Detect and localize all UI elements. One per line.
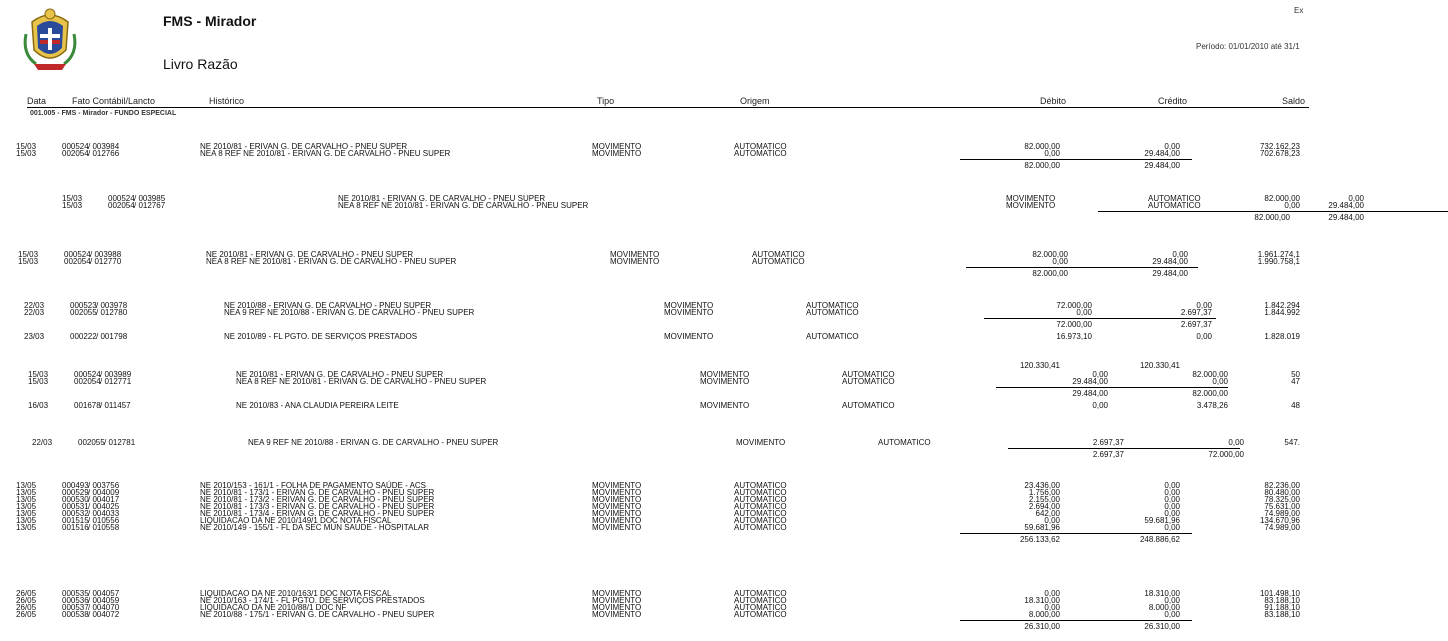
cell-debito: 0,00 [1052,257,1068,266]
subtotal-credito: 248.886,62 [1139,535,1180,544]
cell-credito: 0,00 [1164,610,1180,619]
report-title: Livro Razão [163,56,238,72]
cell-data: 15/03 [62,194,83,203]
cell-fato: 000493 [62,481,89,490]
cell-fato: 000538 [62,610,89,619]
cell-tipo: MOVIMENTO [592,596,642,605]
cell-tipo: MOVIMENTO [592,142,642,151]
cell-credito: 59.681,96 [1144,516,1180,525]
cell-data: 13/05 [16,495,37,504]
cell-data: 15/03 [16,142,37,151]
cell-tipo: MOVIMENTO [664,332,714,341]
cell-credito: 0,00 [1164,481,1180,490]
cell-hist: NEA 8 REF NE 2010/81 - ERIVAN G. DE CARVALHO - PNEU SUPER [206,257,457,266]
pre-total-credito: 120.330,41 [1139,361,1180,370]
cell-hist: NE 2010/81 - 173/2 - ERIVAN G. DE CARVALHO - PNEU SUPER [200,495,435,504]
subtotal-debito: 2.697,37 [1092,450,1124,459]
cell-saldo: 134.670,96 [1259,516,1300,525]
cell-credito: 0,00 [1196,332,1212,341]
cell-fato: 002055 [70,308,97,317]
cell-saldo: 732.162,23 [1259,142,1300,151]
cell-lancto: / 003985 [134,194,166,203]
cell-credito: 0,00 [1196,301,1212,310]
cell-data: 15/03 [18,257,39,266]
cell-debito: 2.697,37 [1092,438,1124,447]
cell-tipo: MOVIMENTO [700,377,750,386]
cell-hist: NE 2010/81 - ERIVAN G. DE CARVALHO - PNEU SUPER [338,194,546,203]
col-tipo: Tipo [597,96,615,106]
subtotal-line [1008,448,1240,449]
subtotal-credito: 72.000,00 [1208,450,1244,459]
subtotal-debito: 72.000,00 [1056,320,1092,329]
cell-debito: 0,00 [1044,589,1060,598]
cell-data: 26/05 [16,610,37,619]
cell-data: 23/03 [24,332,45,341]
subtotal-line [996,387,1228,388]
cell-origem: AUTOMATICO [734,589,787,598]
cell-debito: 23.436,00 [1024,481,1060,490]
cell-tipo: MOVIMENTO [592,495,642,504]
col-origem: Origem [740,96,770,106]
cell-data: 13/05 [16,516,37,525]
cell-fato: 001515 [62,516,89,525]
cell-tipo: MOVIMENTO [736,438,786,447]
cell-credito: 0,00 [1164,523,1180,532]
table-row [0,438,1309,447]
cell-saldo: 1.828.019 [1264,332,1300,341]
cell-origem: AUTOMATICO [734,523,787,532]
subtotal-debito: 256.133,62 [1019,535,1060,544]
cell-debito: 0,00 [1044,149,1060,158]
col-debito: Débito [1040,96,1067,106]
cell-debito: 18.310,00 [1024,596,1060,605]
cell-tipo: MOVIMENTO [592,149,642,158]
cell-saldo: 702.678,23 [1259,149,1300,158]
table-row [0,149,1309,158]
cell-lancto: / 003988 [90,250,122,259]
cell-saldo: 74.989,00 [1264,523,1300,532]
cell-debito: 1.756,00 [1028,488,1060,497]
cell-origem: AUTOMATICO [752,257,805,266]
cell-hist: LIQUIDACAO DA NE 2010/88/1 DOC NF [200,603,347,612]
cell-debito: 0,00 [1092,401,1108,410]
cell-credito: 8.000,00 [1148,603,1180,612]
cell-credito: 82.000,00 [1192,370,1228,379]
cell-origem: AUTOMATICO [842,377,895,386]
cell-fato: 002054 [64,257,91,266]
col-fato: Fato Contábil/Lancto [72,96,156,106]
cell-lancto: / 012770 [90,257,122,266]
cell-fato: 000524 [64,250,91,259]
cell-lancto: / 012781 [104,438,136,447]
account-label: 001.005 - FMS - Mirador - FUNDO ESPECIAL [30,110,177,117]
subtotal-debito: 26.310,00 [1024,622,1060,631]
cell-hist: NE 2010/163 - 174/1 - FL PGTO. DE SERVIÇOS PRESTADOS [200,596,425,605]
cell-credito: 29.484,00 [1144,149,1180,158]
cell-data: 15/03 [18,250,39,259]
cell-origem: AUTOMATICO [878,438,931,447]
cell-debito: 2.694,00 [1028,502,1060,511]
cell-lancto: / 004025 [88,502,120,511]
cell-origem: AUTOMATICO [734,509,787,518]
table-row [0,257,1309,266]
subtotal-credito: 29.484,00 [1152,269,1188,278]
cell-debito: 0,00 [1044,516,1060,525]
cell-origem: AUTOMATICO [734,516,787,525]
cell-fato: 000524 [62,142,89,151]
cell-saldo: 1.990.758,1 [1257,257,1300,266]
org-title: FMS - Mirador [163,13,257,29]
cell-hist: NEA 9 REF NE 2010/88 - ERIVAN G. DE CARVALHO - PNEU SUPER [248,438,499,447]
cell-credito: 0,00 [1212,377,1228,386]
cell-credito: 3.478,26 [1196,401,1228,410]
cell-lancto: / 010558 [88,523,120,532]
cell-tipo: MOVIMENTO [592,488,642,497]
cell-debito: 29.484,00 [1072,377,1108,386]
cell-tipo: MOVIMENTO [700,370,750,379]
cell-credito: 29.484,00 [1152,257,1188,266]
cell-debito: 82.000,00 [1024,142,1060,151]
cell-lancto: / 012771 [100,377,132,386]
cell-fato: 000523 [70,301,97,310]
cell-credito: 0,00 [1348,194,1364,203]
cell-hist: NE 2010/149 - 155/1 - FL DA SEC MUN SAUDE - HOSPITALAR [200,523,429,532]
cell-lancto: / 004033 [88,509,120,518]
cell-hist: NE 2010/81 - ERIVAN G. DE CARVALHO - PNEU SUPER [236,370,444,379]
cell-data: 16/03 [28,401,49,410]
cell-saldo: 101.498,10 [1259,589,1300,598]
cell-origem: AUTOMATICO [734,610,787,619]
cell-hist: NE 2010/81 - ERIVAN G. DE CARVALHO - PNEU SUPER [206,250,414,259]
cell-lancto: / 010556 [88,516,120,525]
subtotal-line [966,267,1198,268]
cell-origem: AUTOMATICO [734,603,787,612]
cell-fato: 000536 [62,596,89,605]
cell-hist: NE 2010/81 - 173/3 - ERIVAN G. DE CARVALHO - PNEU SUPER [200,502,435,511]
cell-saldo: 48 [1291,401,1300,410]
cell-debito: 16.973,10 [1056,332,1092,341]
cell-saldo: 47 [1291,377,1300,386]
cell-lancto: / 001798 [96,332,128,341]
cell-data: 22/03 [24,301,45,310]
table-row [0,377,1309,386]
subtotal-saldo: 82.000,00 [1254,213,1290,222]
subtotal-line [984,318,1216,319]
cell-credito: 0,00 [1164,495,1180,504]
cell-lancto: / 003978 [96,301,128,310]
cell-saldo: 74.989,00 [1264,509,1300,518]
subtotal-line [960,620,1192,621]
cell-credito: 18.310,00 [1144,589,1180,598]
cell-fato: 002054 [62,149,89,158]
cell-tipo: MOVIMENTO [610,257,660,266]
cell-debito: 0,00 [1044,603,1060,612]
subtotal-credito: 29.484,00 [1328,213,1364,222]
cell-data: 13/05 [16,509,37,518]
cell-tipo: MOVIMENTO [610,250,660,259]
cell-debito: 0,00 [1092,370,1108,379]
cell-tipo: MOVIMENTO [1006,201,1056,210]
cell-origem: AUTOMATICO [734,142,787,151]
cell-fato: 001678 [74,401,101,410]
cell-saldo: 80.480,00 [1264,488,1300,497]
subtotal-credito: 2.697,37 [1180,320,1212,329]
cell-lancto: / 012780 [96,308,128,317]
cell-origem: AUTOMATICO [1148,194,1201,203]
cell-tipo: MOVIMENTO [592,481,642,490]
table-row [0,201,1364,210]
cell-fato: 000537 [62,603,89,612]
cell-fato: 000222 [70,332,97,341]
cell-tipo: MOVIMENTO [592,516,642,525]
cell-credito: 0,00 [1164,488,1180,497]
cell-origem: AUTOMATICO [734,596,787,605]
cell-saldo: 1.844.992 [1264,308,1300,317]
cell-hist: NEA 8 REF NE 2010/81 - ERIVAN G. DE CARVALHO - PNEU SUPER [200,149,451,158]
subtotal-line [960,533,1192,534]
cell-credito: 29.484,00 [1328,201,1364,210]
cell-credito: 0,00 [1164,502,1180,511]
cell-fato: 001516 [62,523,89,532]
cell-hist: NEA 8 REF NE 2010/81 - ERIVAN G. DE CARVALHO - PNEU SUPER [338,201,589,210]
cell-hist: NE 2010/88 - ERIVAN G. DE CARVALHO - PNEU SUPER [224,301,432,310]
table-row [0,610,1309,619]
table-row [0,332,1309,341]
cell-data: 26/05 [16,589,37,598]
pre-total-debito: 120.330,41 [1019,361,1060,370]
cell-fato: 000529 [62,488,89,497]
cell-data: 13/05 [16,502,37,511]
cell-debito: 72.000,00 [1056,301,1092,310]
cell-lancto: / 004057 [88,589,120,598]
col-data: Data [27,96,47,106]
cell-origem: AUTOMATICO [734,149,787,158]
cell-origem: AUTOMATICO [1148,201,1201,210]
cell-debito: 642,00 [1035,509,1060,518]
subtotal-credito: 82.000,00 [1192,389,1228,398]
cell-lancto: / 003984 [88,142,120,151]
cell-fato: 000535 [62,589,89,598]
cell-fato: 000524 [108,194,135,203]
cell-hist: NE 2010/88 - 175/1 - ERIVAN G. DE CARVALHO - PNEU SUPER [200,610,435,619]
cell-saldo: 83.188,10 [1264,596,1300,605]
cell-saldo: 78.325,00 [1264,495,1300,504]
cell-debito: 59.681,96 [1024,523,1060,532]
coat-of-arms-logo [22,4,78,72]
cell-saldo: 547. [1284,438,1300,447]
cell-hist: LIQUIDACAO DA NE 2010/149/1 DOC NOTA FISCAL [200,516,392,525]
table-row [0,308,1309,317]
cell-data: 22/03 [32,438,53,447]
period-label: Período: 01/01/2010 até 31/1 [1196,42,1300,51]
cell-tipo: MOVIMENTO [592,523,642,532]
subtotal-credito: 29.484,00 [1144,161,1180,170]
cell-fato: 000532 [62,509,89,518]
cell-data: 15/03 [62,201,83,210]
cell-origem: AUTOMATICO [806,332,859,341]
cell-lancto: / 012767 [134,201,166,210]
cell-tipo: MOVIMENTO [592,502,642,511]
cell-origem: AUTOMATICO [734,502,787,511]
cell-data: 26/05 [16,603,37,612]
cell-hist: NE 2010/83 - ANA CLAUDIA PEREIRA LEITE [236,401,399,410]
cell-credito: 0,00 [1164,142,1180,151]
corner-label: Ex [1294,6,1304,15]
cell-hist: NEA 8 REF NE 2010/81 - ERIVAN G. DE CARVALHO - PNEU SUPER [236,377,487,386]
cell-origem: AUTOMATICO [842,370,895,379]
cell-fato: 000524 [74,370,101,379]
cell-origem: AUTOMATICO [806,308,859,317]
cell-hist: NE 2010/81 - 173/4 - ERIVAN G. DE CARVALHO - PNEU SUPER [200,509,435,518]
cell-data: 13/05 [16,488,37,497]
subtotal-line [1098,211,1448,212]
cell-credito: 0,00 [1164,596,1180,605]
cell-origem: AUTOMATICO [806,301,859,310]
cell-debito: 2.155,00 [1028,495,1060,504]
cell-data: 13/05 [16,523,37,532]
cell-fato: 000531 [62,502,89,511]
cell-lancto: / 004072 [88,610,120,619]
cell-lancto: / 004059 [88,596,120,605]
cell-fato: 002054 [108,201,135,210]
cell-hist: NEA 9 REF NE 2010/88 - ERIVAN G. DE CARVALHO - PNEU SUPER [224,308,475,317]
subtotal-credito: 26.310,00 [1144,622,1180,631]
cell-debito: 0,00 [1076,308,1092,317]
cell-saldo: 83.188,10 [1264,610,1300,619]
subtotal-debito: 29.484,00 [1072,389,1108,398]
cell-origem: AUTOMATICO [734,488,787,497]
cell-saldo: 1.842.294 [1264,301,1300,310]
cell-hist: NE 2010/81 - 173/1 - ERIVAN G. DE CARVALHO - PNEU SUPER [200,488,435,497]
cell-saldo: 1.961.274,1 [1257,250,1300,259]
cell-data: 26/05 [16,596,37,605]
table-row [0,401,1309,410]
cell-tipo: MOVIMENTO [592,603,642,612]
cell-debito: 82.000,00 [1032,250,1068,259]
col-credito: Crédito [1158,96,1188,106]
col-saldo: Saldo [1282,96,1306,106]
cell-data: 15/03 [28,377,49,386]
cell-credito: 0,00 [1172,250,1188,259]
cell-fato: 002055 [78,438,105,447]
cell-tipo: MOVIMENTO [664,301,714,310]
cell-origem: AUTOMATICO [752,250,805,259]
cell-data: 15/03 [28,370,49,379]
cell-lancto: / 011457 [100,401,131,410]
cell-credito: 0,00 [1228,438,1244,447]
cell-lancto: / 012766 [88,149,120,158]
cell-origem: AUTOMATICO [734,481,787,490]
cell-data: 13/05 [16,481,37,490]
cell-tipo: MOVIMENTO [592,589,642,598]
cell-data: 22/03 [24,308,45,317]
cell-fato: 002054 [74,377,101,386]
cell-saldo: 91.188,10 [1264,603,1300,612]
cell-saldo: 50 [1291,370,1300,379]
cell-tipo: MOVIMENTO [700,401,750,410]
cell-saldo: 82.236,00 [1264,481,1300,490]
cell-lancto: / 004017 [88,495,120,504]
cell-hist: LIQUIDACAO DA NE 2010/163/1 DOC NOTA FISCAL [200,589,392,598]
header-divider [27,107,1309,108]
cell-credito: 2.697,37 [1180,308,1212,317]
cell-hist: NE 2010/153 - 161/1 - FOLHA DE PAGAMENTO SAÚDE - ACS [200,481,427,490]
cell-lancto: / 004070 [88,603,120,612]
cell-origem: AUTOMATICO [734,495,787,504]
cell-credito: 0,00 [1164,509,1180,518]
cell-debito: 8.000,00 [1028,610,1060,619]
cell-lancto: / 003756 [88,481,120,490]
cell-lancto: / 003989 [100,370,132,379]
cell-tipo: MOVIMENTO [592,610,642,619]
cell-hist: NE 2010/89 - FL PGTO. DE SERVIÇOS PRESTADOS [224,332,418,341]
col-historico: Histórico [209,96,245,106]
cell-hist: NE 2010/81 - ERIVAN G. DE CARVALHO - PNEU SUPER [200,142,408,151]
table-row [0,523,1309,532]
cell-tipo: MOVIMENTO [664,308,714,317]
cell-saldo: 0,00 [1284,201,1300,210]
cell-tipo: MOVIMENTO [1006,194,1056,203]
cell-saldo: 82.000,00 [1264,194,1300,203]
subtotal-line [960,159,1192,160]
cell-tipo: MOVIMENTO [592,509,642,518]
cell-data: 15/03 [16,149,37,158]
cell-origem: AUTOMATICO [842,401,895,410]
subtotal-debito: 82.000,00 [1024,161,1060,170]
cell-fato: 000530 [62,495,89,504]
cell-saldo: 75.631,00 [1264,502,1300,511]
subtotal-debito: 82.000,00 [1032,269,1068,278]
cell-lancto: / 004009 [88,488,120,497]
